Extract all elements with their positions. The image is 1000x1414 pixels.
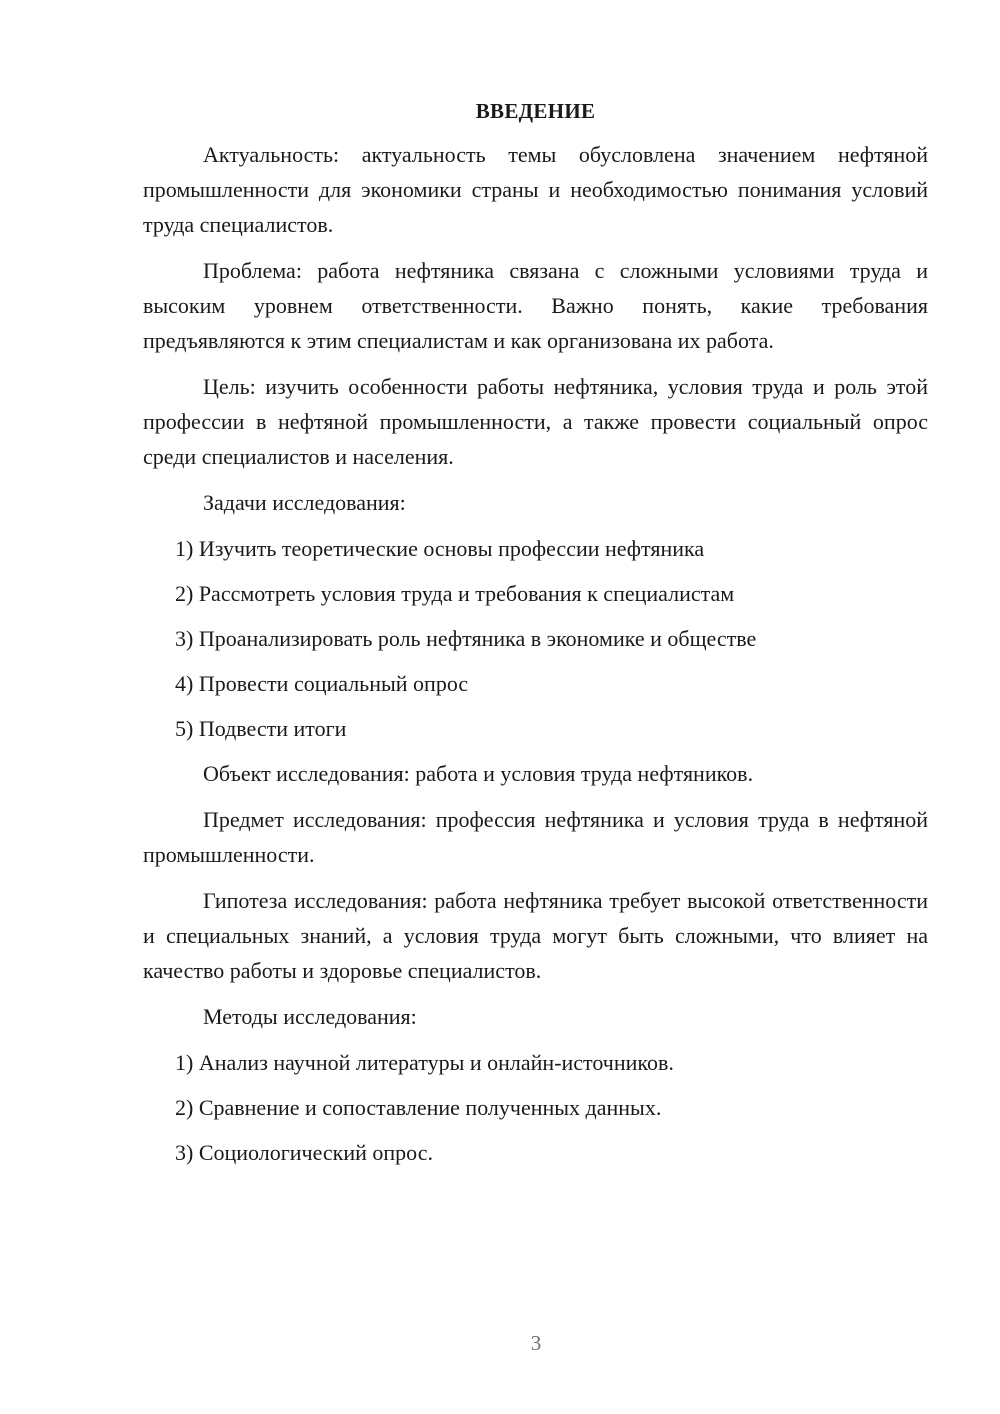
methods-list [143, 1045, 928, 1170]
relevance-paragraph: Актуальность: актуальность темы обусловлена значением нефтяной промышленности для экономики страны и необходимостью понимания условий труда специалистов. [143, 142, 928, 237]
list-item: 4) Провести социальный опрос [175, 671, 469, 696]
problem-paragraph: Проблема: работа нефтяника связана с сложными условиями труда и высоким уровнем ответственности. Важно понять, какие требования предъявляются к этим специалистам и как организована их работа. [143, 258, 928, 353]
hypothesis-paragraph: Гипотеза исследования: работа нефтяника требует высокой ответственности и специальных знаний, а условия труда могут быть сложными, что влияет на качество работы и здоровье специалистов. [143, 888, 928, 983]
list-item: 3) Проанализировать роль нефтяника в экономике и обществе [175, 626, 757, 651]
object-paragraph: Объект исследования: работа и условия труда нефтяников. [203, 761, 754, 786]
list-item: 2) Рассмотреть условия труда и требования к специалистам [175, 581, 735, 606]
list-item: 3) Социологический опрос. [175, 1140, 433, 1165]
list-item: 1) Анализ научной литературы и онлайн-источников. [175, 1050, 674, 1075]
page-title: ВВЕДЕНИЕ [475, 99, 596, 123]
list-item: 1) Изучить теоретические основы профессии нефтяника [175, 536, 705, 561]
methods-label: Методы исследования: [203, 1004, 417, 1029]
document-page [143, 95, 928, 1180]
tasks-label: Задачи исследования: [203, 490, 406, 515]
page-number: 3 [530, 1331, 542, 1355]
tasks-list [143, 531, 928, 746]
list-item: 2) Сравнение и сопоставление полученных данных. [175, 1095, 662, 1120]
list-item: 5) Подвести итоги [175, 716, 347, 741]
subject-paragraph: Предмет исследования: профессия нефтяника и условия труда в нефтяной промышленности. [143, 807, 928, 867]
goal-paragraph: Цель: изучить особенности работы нефтяника, условия труда и роль этой профессии в нефтяной промышленности, а также провести социальный опрос среди специалистов и населения. [143, 374, 928, 469]
